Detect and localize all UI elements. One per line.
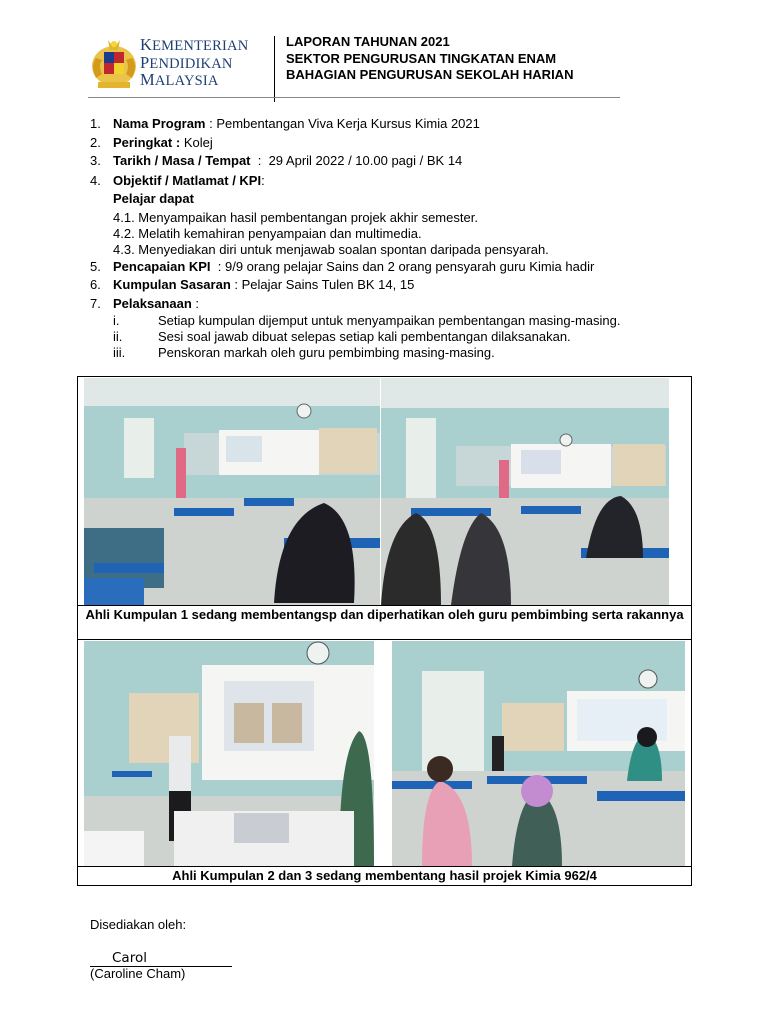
ministry-crest-logo — [88, 34, 140, 94]
report-header — [286, 34, 573, 84]
report-sector: SEKTOR PENGURUSAN TINGKATAN ENAM — [286, 50, 557, 66]
list-item-date-time-place: Tarikh / Masa / Tempat : 29 April 2022 / 10.00 pagi / BK 14 — [113, 153, 463, 168]
photo-caption-row2: Ahli Kumpulan 2 dan 3 sedang membentang hasil projek Kimia 962/4 — [172, 868, 597, 883]
report-title: LAPORAN TAHUNAN 2021 — [286, 34, 450, 49]
list-item-kpi-achievement: Pencapaian KPI : 9/9 orang pelajar Sains dan 2 orang pensyarah guru Kimia hadir — [113, 259, 595, 274]
ministry-name: KEMENTERIAN PENDIDIKAN MALAYSIA — [140, 35, 249, 89]
classroom-photo-3 — [84, 641, 374, 866]
item-number: 1. — [90, 116, 101, 131]
implementation-numeral: ii. — [113, 329, 123, 344]
objective-point: 4.3. Menyediakan diri untuk menjawab soalan spontan daripada pensyarah. — [113, 242, 549, 257]
implementation-step: Penskoran markah oleh guru pembimbing masing-masing. — [158, 345, 495, 360]
list-item-program: Nama Program : Pembentangan Viva Kerja Kursus Kimia 2021 — [113, 116, 480, 131]
item-number: 5. — [90, 259, 101, 274]
report-division: BAHAGIAN PENGURUSAN SEKOLAH HARIAN — [286, 67, 574, 82]
implementation-step: Setiap kumpulan dijemput untuk menyampaikan pembentangan masing-masing. — [158, 313, 621, 328]
item-number: 3. — [90, 153, 101, 168]
item-number: 7. — [90, 296, 101, 311]
implementation-numeral: i. — [113, 313, 120, 328]
photo-caption-row1: Ahli Kumpulan 1 sedang membentangsp dan diperhatikan oleh guru pembimbing serta rakannya — [85, 607, 684, 622]
objective-point: 4.1. Menyampaikan hasil pembentangan projek akhir semester. — [113, 210, 478, 225]
item-number: 6. — [90, 277, 101, 292]
objective-heading: Pelajar dapat — [113, 191, 194, 206]
list-item-objective: Objektif / Matlamat / KPI: — [113, 173, 265, 188]
item-number: 4. — [90, 173, 101, 188]
signature: Carol — [112, 950, 147, 966]
classroom-photo-2 — [381, 378, 669, 605]
header-divider-vertical — [274, 36, 275, 102]
table-rule — [77, 605, 692, 606]
prepared-by-label: Disediakan oleh: — [90, 917, 187, 932]
implementation-step: Sesi soal jawab dibuat selepas setiap kali pembentangan dilaksanakan. — [158, 329, 571, 344]
table-rule — [77, 866, 692, 867]
table-rule — [77, 639, 692, 640]
list-item-implementation: Pelaksanaan : — [113, 296, 200, 311]
implementation-numeral: iii. — [113, 345, 126, 360]
list-item-target-group: Kumpulan Sasaran : Pelajar Sains Tulen BK 14, 15 — [113, 277, 415, 292]
header-divider-horizontal — [88, 97, 620, 98]
objective-point: 4.2. Melatih kemahiran penyampaian dan multimedia. — [113, 226, 422, 241]
list-item-level: Peringkat : Kolej — [113, 135, 213, 150]
item-number: 2. — [90, 135, 101, 150]
preparer-name: (Caroline Cham) — [90, 966, 186, 981]
classroom-photo-1 — [84, 378, 380, 605]
classroom-photo-4 — [392, 641, 685, 866]
